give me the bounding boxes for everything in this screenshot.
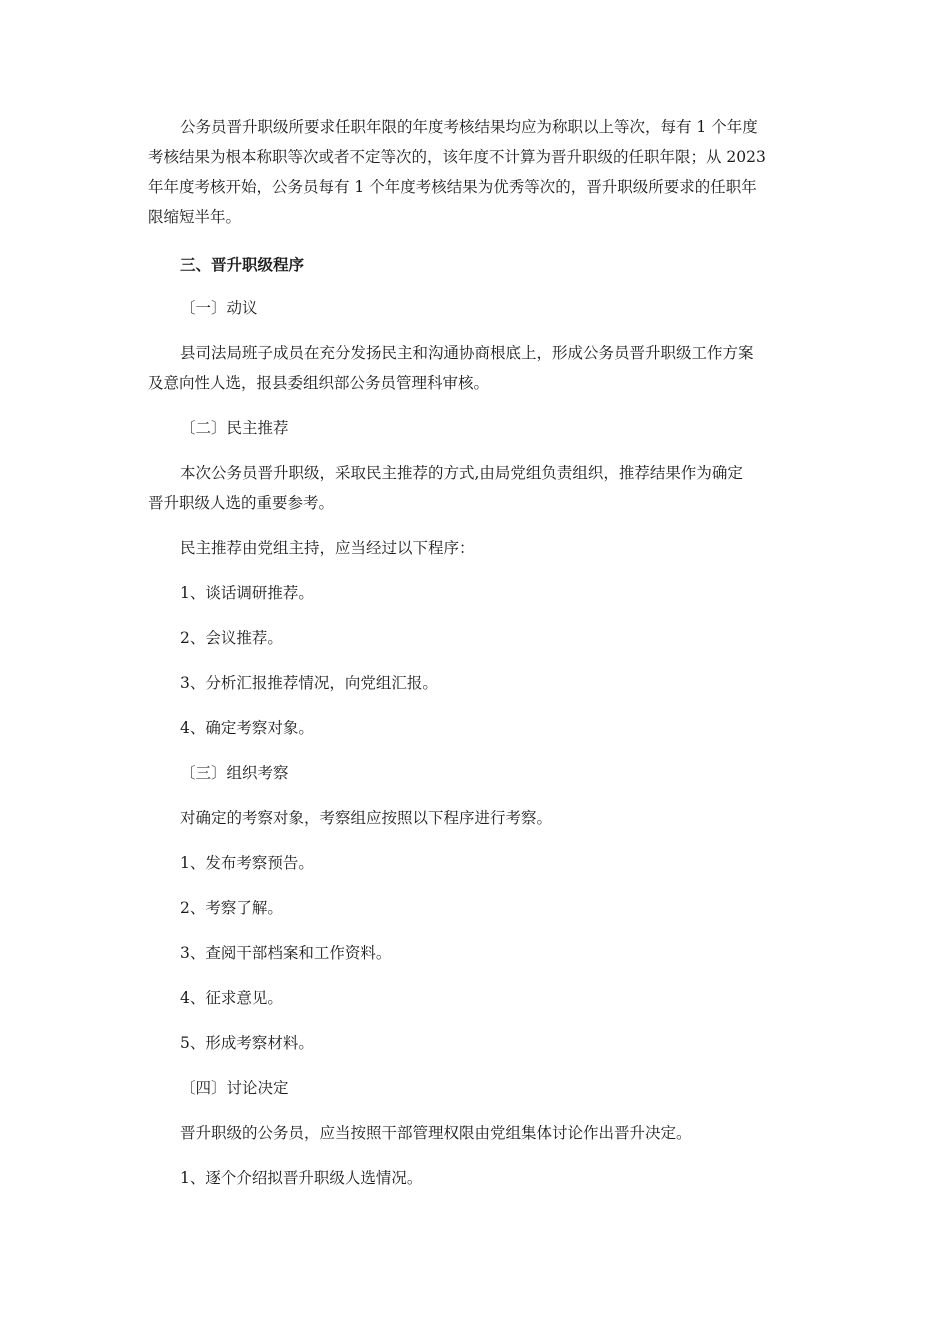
list-item: 2、考察了解。	[180, 899, 283, 917]
inspection-intro: 对确定的考察对象，考察组应按照以下程序进行考察。	[180, 809, 553, 827]
paragraph-line: 考核结果为根本称职等次或者不定等次的，该年度不计算为晋升职级的任职年限；从 2023	[148, 148, 766, 166]
subsection-title-decision: 〔四〕讨论决定	[180, 1079, 289, 1097]
paragraph-line: 本次公务员晋升职级，采取民主推荐的方式,由局党组负责组织，推荐结果作为确定	[180, 464, 743, 482]
list-item: 4、征求意见。	[180, 989, 283, 1007]
list-item: 3、查阅干部档案和工作资料。	[180, 944, 392, 962]
decision-intro: 晋升职级的公务员，应当按照干部管理权限由党组集体讨论作出晋升决定。	[180, 1124, 692, 1142]
paragraph-line: 年年度考核开始，公务员每有 1 个年度考核结果为优秀等次的，晋升职级所要求的任职年	[148, 178, 757, 196]
list-item: 2、会议推荐。	[180, 629, 283, 647]
list-item: 4、确定考察对象。	[180, 719, 314, 737]
section-heading: 三、晋升职级程序	[180, 255, 305, 274]
paragraph-line: 县司法局班子成员在充分发扬民主和沟通协商根底上，形成公务员晋升职级工作方案	[180, 344, 754, 362]
paragraph-line: 公务员晋升职级所要求任职年限的年度考核结果均应为称职以上等次，每有 1 个年度	[180, 118, 758, 136]
subsection-title-inspection: 〔三〕组织考察	[180, 764, 289, 782]
paragraph-line: 限缩短半年。	[148, 208, 242, 226]
list-item: 1、谈话调研推荐。	[180, 584, 314, 602]
subsection-title-motion: 〔一〕动议	[180, 299, 258, 317]
list-item: 1、发布考察预告。	[180, 854, 314, 872]
list-item: 3、分析汇报推荐情况，向党组汇报。	[180, 674, 438, 692]
subsection-paragraph-recommendation	[148, 458, 808, 518]
paragraph-line: 及意向性人选，报县委组织部公务员管理科审核。	[148, 374, 490, 392]
recommendation-intro: 民主推荐由党组主持，应当经过以下程序：	[180, 539, 475, 557]
intro-paragraph	[148, 112, 808, 232]
subsection-paragraph-motion	[148, 338, 808, 398]
list-item: 5、形成考察材料。	[180, 1034, 314, 1052]
paragraph-line: 晋升职级人选的重要参考。	[148, 494, 335, 512]
subsection-title-recommendation: 〔二〕民主推荐	[180, 419, 289, 437]
list-item: 1、逐个介绍拟晋升职级人选情况。	[180, 1169, 423, 1187]
